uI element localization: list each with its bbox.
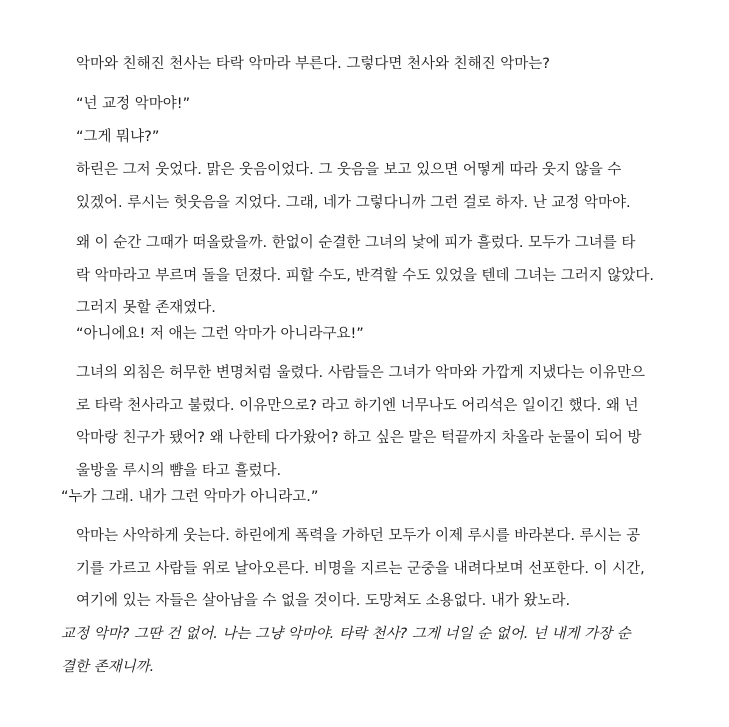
text-line: “넌 교정 악마야!” [76, 96, 191, 112]
paragraph-5-dialogue [61, 318, 686, 351]
paragraph-9-italic [61, 618, 671, 683]
paragraph-2-dialogue [61, 88, 686, 153]
text-line: 로 타락 천사라고 불렀다. 이유만으로? 라고 하기엔 너무나도 어리석은 일이긴 했다. 왜 넌 [76, 397, 639, 414]
text-line: 악마와 친해진 천사는 타락 악마라 부른다. 그렇다면 천사와 친해진 악마는? [76, 56, 550, 72]
text-line: 락 악마라고 부르며 돌을 던졌다. 피할 수도, 반격할 수도 있었을 텐데 그녀는 그러지 않았다. [76, 267, 654, 284]
text-line: 하린은 그저 웃었다. 맑은 웃음이었다. 그 웃음을 보고 있으면 어떻게 따라 웃지 않을 수 [76, 162, 622, 178]
paragraph-3 [61, 154, 686, 219]
text-line: 울방울 루시의 뺨을 타고 흘렀다. [76, 462, 282, 479]
paragraph-6 [61, 357, 686, 487]
text-line: 악마는 사악하게 웃는다. 하린에게 폭력을 가하던 모두가 이제 루시를 바라본다. 루시는 공 [76, 528, 641, 544]
text-line: 악마랑 친구가 됐어? 왜 나한테 다가왔어? 하고 싶은 말은 턱끝까지 차올라 눈물이 되어 방 [76, 430, 642, 446]
paragraph-1 [61, 48, 686, 81]
text-line: 그러지 못할 존재였다. [76, 300, 216, 316]
text-line: “그게 뭐냐?” [76, 128, 160, 145]
paragraph-8 [61, 520, 686, 618]
text-line: 기를 가르고 사람들 위로 날아오른다. 비명을 지르는 군중을 내려다보며 선포한다. 이 시간, [76, 560, 645, 577]
paragraph-7-dialogue [61, 481, 671, 514]
text-line: 그녀의 외침은 허무한 변명처럼 울렸다. 사람들은 그녀가 악마와 가깝게 지냈다는 이유만으 [76, 365, 645, 381]
text-line: 결한 존재니까. [61, 658, 155, 675]
text-line: “아니에요! 저 애는 그런 악마가 아니라구요!” [76, 326, 364, 342]
text-line: 여기에 있는 자들은 살아남을 수 없을 것이다. 도망쳐도 소용없다. 내가 왔노라. [76, 593, 571, 609]
text-line: “누가 그래. 내가 그런 악마가 아니라고.” [61, 489, 319, 505]
text-line: 왜 이 순간 그때가 떠올랐을까. 한없이 순결한 그녀의 낯에 피가 흘렀다. 모두가 그녀를 타 [76, 235, 636, 251]
text-line: 교정 악마? 그딴 건 없어. 나는 그냥 악마야. 타락 천사? 그게 너일 순 없어. 넌 내게 가장 순 [61, 626, 631, 642]
paragraph-4 [61, 227, 686, 325]
text-line: 있겠어. 루시는 헛웃음을 지었다. 그래, 네가 그렇다니까 그런 걸로 하자. 난 교정 악마야. [76, 194, 631, 211]
